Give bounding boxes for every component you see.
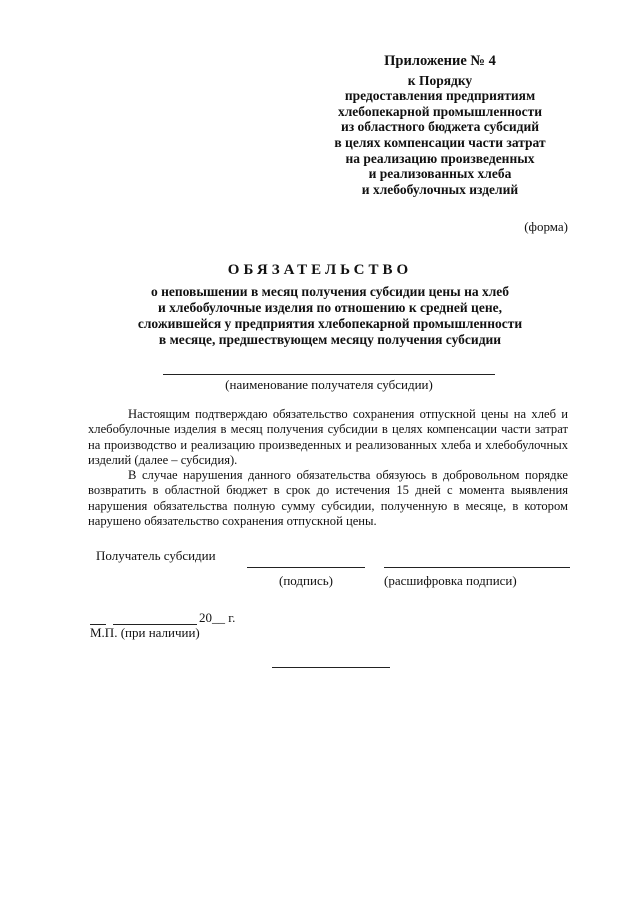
body-paragraph: В случае нарушения данного обязательства обязуюсь в добровольном порядке возвратить в областной бюджет в срок до истечения 15 дней с момента выявления нарушения обязательства полную сумму субсидии, полученную в месяце, в котором нарушено обязательство сохранения отпускной цены.	[88, 468, 568, 529]
signature-caption: (подпись)	[279, 573, 333, 588]
date-year: 20__ г.	[199, 610, 236, 625]
subtitle-line: в месяце, предшествующем месяцу получения субсидии	[158, 332, 502, 347]
appendix-line: в целях компенсации части затрат	[334, 134, 546, 150]
appendix-header	[310, 54, 570, 197]
subtitle-line: сложившейся у предприятия хлебопекарной промышленности	[137, 316, 523, 331]
appendix-number: Приложение № 4	[384, 53, 496, 69]
stamp-label: М.П. (при наличии)	[90, 625, 200, 640]
decoding-caption: (расшифровка подписи)	[384, 573, 517, 588]
document-title: ОБЯЗАТЕЛЬСТВО	[227, 262, 413, 278]
appendix-line: хлебопекарной промышленности	[337, 103, 543, 119]
signature-decoding-line[interactable]	[384, 567, 570, 568]
subtitle-line: и хлебобулочные изделия по отношению к средней цене,	[158, 300, 502, 315]
appendix-line: к Порядку	[407, 72, 473, 88]
appendix-line: на реализацию произведенных	[345, 150, 535, 166]
document-subtitle	[90, 284, 570, 348]
recipient-name-caption: (наименование получателя субсидии)	[225, 377, 433, 392]
subtitle-line: о неповышении в месяц получения субсидии цены на хлеб	[150, 284, 510, 299]
form-label: (форма)	[524, 219, 568, 234]
signature-line[interactable]	[247, 567, 365, 568]
closing-divider	[272, 667, 390, 668]
recipient-label: Получатель субсидии	[96, 548, 216, 563]
appendix-line: и хлебобулочных изделий	[361, 181, 519, 197]
body-paragraph: Настоящим подтверждаю обязательство сохранения отпускной цены на хлеб и хлебобулочные изделия в месяц получения субсидии в целях компенсации части затрат на производство и реализацию произведенных и реализованных хлеба и хлебобулочных изделий (далее – субсидия).	[88, 407, 568, 468]
appendix-line: и реализованных хлеба	[368, 166, 512, 182]
recipient-name-line[interactable]	[163, 374, 495, 375]
appendix-line: предоставления предприятиям	[344, 88, 536, 104]
appendix-line: из областного бюджета субсидий	[340, 119, 540, 135]
